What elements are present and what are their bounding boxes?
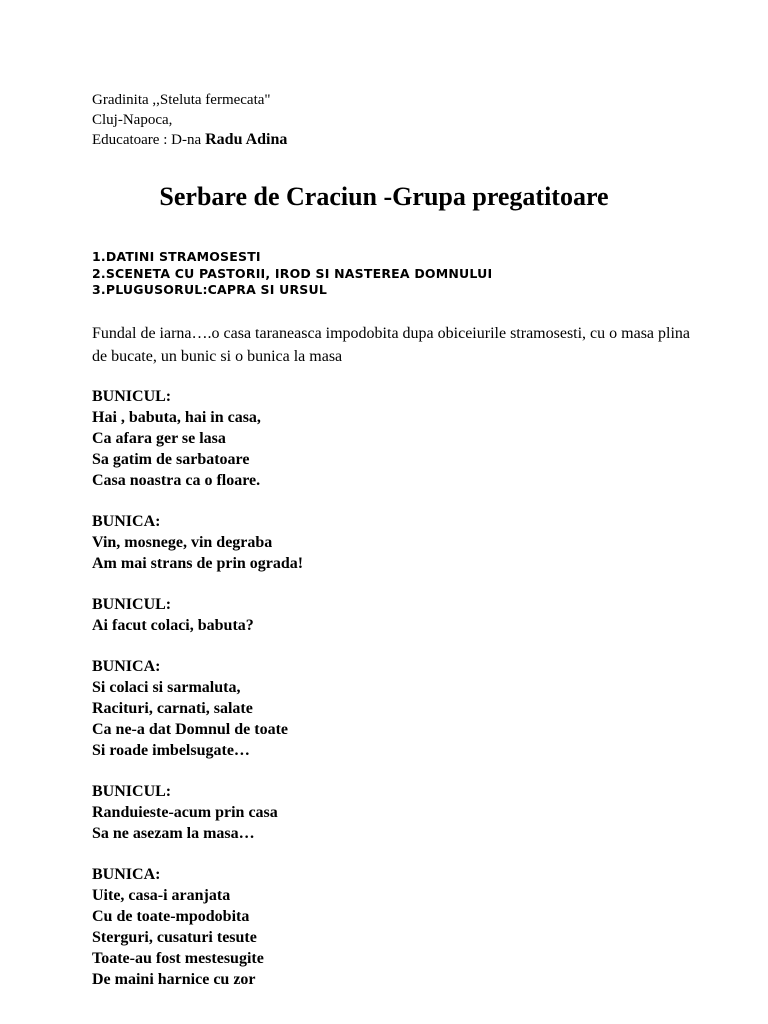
- city-name: Cluj-Napoca,: [92, 112, 173, 128]
- program-item: 2.SCENETA CU PASTORII, IROD SI NASTEREA DOMNULUI: [92, 265, 493, 281]
- stanza: [92, 594, 303, 636]
- speaker-label: BUNICUL:: [92, 596, 172, 613]
- document-title: Serbare de Craciun -Grupa pregatitoare: [159, 182, 609, 211]
- verse-line: Si roade imbelsugate…: [92, 742, 250, 759]
- speaker-label: BUNICUL:: [92, 388, 172, 405]
- verse-line: Randuieste-acum prin casa: [92, 804, 278, 821]
- teacher-line: [92, 130, 287, 150]
- kindergarten-name: Gradinita ,,Steluta fermecata": [92, 92, 271, 108]
- stanza: [92, 656, 303, 761]
- verse-line: Si colaci si sarmaluta,: [92, 679, 241, 696]
- verse-line: Racituri, carnati, salate: [92, 700, 253, 717]
- stanza: [92, 781, 303, 844]
- verse-line: Vin, mosnege, vin degraba: [92, 534, 273, 551]
- program-item: 3.PLUGUSORUL:CAPRA SI URSUL: [92, 282, 328, 297]
- scene-description: Fundal de iarna….o casa taraneasca impodobita dupa obiceiurile stramosesti, cu o masa plina de bucate, un bunic si o bunica la masa: [92, 325, 691, 365]
- verse-line: Sterguri, cusaturi tesute: [92, 929, 257, 946]
- verse-line: Ca afara ger se lasa: [92, 430, 226, 447]
- verse-line: Cu de toate-mpodobita: [92, 908, 250, 925]
- verse-line: Hai , babuta, hai in casa,: [92, 409, 261, 426]
- verse-line: De maini harnice cu zor: [92, 971, 256, 988]
- speaker-label: BUNICA:: [92, 658, 161, 675]
- speaker-label: BUNICUL:: [92, 783, 172, 800]
- verse-line: Sa gatim de sarbatoare: [92, 451, 250, 468]
- verse-line: Ca ne-a dat Domnul de toate: [92, 721, 288, 738]
- program-item: 1.DATINI STRAMOSESTI: [92, 249, 261, 264]
- document-header: [92, 90, 287, 150]
- verse-line: Uite, casa-i aranjata: [92, 887, 231, 904]
- stanza: [92, 864, 303, 990]
- verse-line: Ai facut colaci, babuta?: [92, 617, 254, 634]
- verse-line: Am mai strans de prin ograda!: [92, 555, 304, 572]
- stanza: [92, 511, 303, 574]
- program-list: [92, 249, 492, 299]
- teacher-name: Radu Adina: [205, 131, 288, 148]
- speaker-label: BUNICA:: [92, 513, 161, 530]
- speaker-label: BUNICA:: [92, 866, 161, 883]
- verse-line: Sa ne asezam la masa…: [92, 825, 255, 842]
- dialogue: [92, 386, 303, 1010]
- verse-line: Toate-au fost mestesugite: [92, 950, 264, 967]
- stanza: [92, 386, 303, 491]
- verse-line: Casa noastra ca o floare.: [92, 472, 261, 489]
- teacher-label: Educatoare : D-na: [92, 132, 202, 148]
